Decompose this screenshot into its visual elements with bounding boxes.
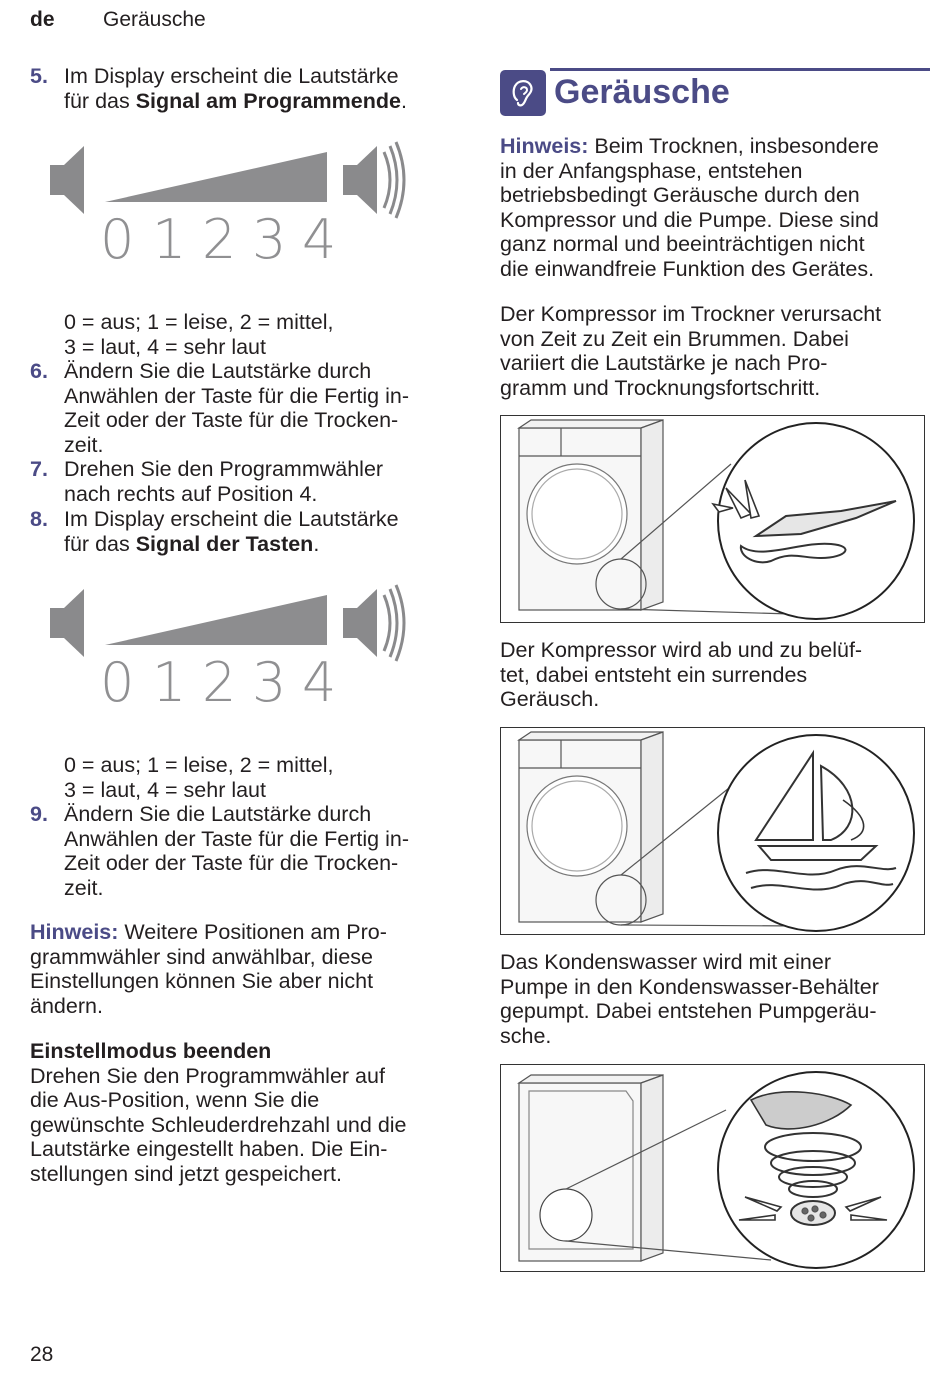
volume-digit: 2 bbox=[202, 208, 237, 270]
note-block bbox=[500, 134, 879, 281]
paragraph-line: Pumpe in den Kondenswasser-Behälter bbox=[500, 974, 879, 999]
step-text-line: zeit. bbox=[64, 432, 104, 457]
section-text: Drehen Sie den Programmwähler auf bbox=[30, 1063, 385, 1088]
paragraph bbox=[500, 638, 862, 712]
ear-icon bbox=[500, 70, 546, 116]
step-text-line: Zeit oder der Taste für die Trocken- bbox=[64, 851, 399, 875]
header-section: Geräusche bbox=[103, 8, 206, 31]
note-block bbox=[30, 920, 387, 1018]
note-text: in der Anfangsphase, entstehen bbox=[500, 158, 803, 183]
step-text-line: Im Display erscheint die Lautstärke bbox=[64, 64, 399, 88]
step-text-line: Ändern Sie die Lautstärke durch bbox=[64, 802, 372, 826]
volume-digit: 1 bbox=[152, 208, 187, 270]
compressor-ventilation-illustration bbox=[500, 727, 925, 935]
paragraph-line: tet, dabei entsteht ein surrendes bbox=[500, 662, 808, 687]
step-text-line: Ändern Sie die Lautstärke durch bbox=[64, 359, 372, 383]
paragraph-line: von Zeit zu Zeit ein Brummen. Dabei bbox=[500, 326, 849, 351]
paragraph-line: gramm und Trocknungsfortschritt. bbox=[500, 375, 821, 400]
section-heading: Einstellmodus beenden bbox=[30, 1039, 272, 1063]
note-text: betriebsbedingt Geräusche durch den bbox=[500, 183, 860, 207]
paragraph-line: Das Kondenswasser wird mit einer bbox=[500, 950, 831, 974]
volume-digit: 0 bbox=[100, 651, 135, 713]
step-bold-text: Signal am Programmende bbox=[135, 88, 401, 113]
paragraph-line: variiert die Lautstärke je nach Pro- bbox=[500, 351, 828, 375]
section-text: stellungen sind jetzt gespeichert. bbox=[30, 1161, 342, 1186]
note-text: die einwandfreie Funktion des Gerätes. bbox=[500, 256, 875, 281]
step-text-line: Im Display erscheint die Lautstärke bbox=[64, 507, 399, 531]
paragraph bbox=[500, 302, 881, 400]
step-suffix: . bbox=[400, 88, 407, 113]
header-lang: de bbox=[30, 8, 55, 31]
legend-line: 0 = aus; 1 = leise, 2 = mittel, bbox=[64, 310, 334, 334]
step-number: 7. bbox=[30, 457, 48, 481]
paragraph-line: Geräusch. bbox=[500, 687, 600, 711]
step-6 bbox=[30, 359, 460, 457]
volume-digit: 0 bbox=[100, 208, 135, 270]
step-bold-text: Signal der Tasten bbox=[135, 531, 314, 556]
paragraph-line: sche. bbox=[500, 1023, 552, 1048]
speaker-low-icon bbox=[50, 146, 84, 214]
step-text-line: nach rechts auf Position 4. bbox=[64, 481, 318, 506]
step-text-line: Anwählen der Taste für die Fertig in- bbox=[64, 383, 409, 408]
step-number: 6. bbox=[30, 359, 48, 383]
step-text-line: Anwählen der Taste für die Fertig in- bbox=[64, 826, 409, 851]
note-label: Hinweis: bbox=[30, 920, 119, 944]
step-9 bbox=[30, 802, 460, 900]
note-text: Einstellungen können Sie aber nicht bbox=[30, 969, 374, 993]
paragraph-line: gepumpt. Dabei entstehen Pumpgeräu- bbox=[500, 999, 877, 1023]
section-text: Lautstärke eingestellt haben. Die Ein- bbox=[30, 1137, 388, 1161]
step-text-line: Drehen Sie den Programmwähler bbox=[64, 457, 384, 481]
paragraph bbox=[500, 950, 879, 1048]
paragraph-line: Der Kompressor wird ab und zu belüf- bbox=[500, 638, 863, 662]
note-text: Beim Trocknen, insbesondere bbox=[588, 134, 879, 158]
note-text: Kompressor und die Pumpe. Diese sind bbox=[500, 207, 879, 232]
page-title: Geräusche bbox=[554, 73, 730, 111]
speaker-high-icon bbox=[343, 142, 404, 218]
volume-digit: 4 bbox=[302, 651, 337, 713]
compressor-hum-illustration bbox=[500, 415, 925, 623]
speaker-high-icon bbox=[343, 585, 404, 661]
volume-digit: 4 bbox=[302, 208, 337, 270]
volume-digit: 3 bbox=[252, 651, 287, 713]
pump-noise-illustration bbox=[500, 1064, 925, 1272]
page-number: 28 bbox=[30, 1343, 54, 1366]
step-text: für das bbox=[64, 531, 136, 556]
volume-scale-figure bbox=[40, 573, 450, 713]
volume-digit: 1 bbox=[152, 651, 187, 713]
page-header bbox=[30, 8, 206, 32]
legend-line: 0 = aus; 1 = leise, 2 = mittel, bbox=[64, 753, 334, 777]
step-8 bbox=[30, 507, 460, 556]
step-number: 8. bbox=[30, 507, 48, 531]
note-text: ändern. bbox=[30, 993, 103, 1018]
note-text: Weitere Positionen am Pro- bbox=[118, 920, 387, 944]
step-7 bbox=[30, 457, 460, 506]
note-label: Hinweis: bbox=[500, 134, 589, 158]
section-text: die Aus-Position, wenn Sie die bbox=[30, 1088, 320, 1112]
volume-digit: 3 bbox=[252, 208, 287, 270]
step-number: 5. bbox=[30, 64, 48, 88]
step-5 bbox=[30, 64, 460, 113]
legend-line: 3 = laut, 4 = sehr laut bbox=[64, 334, 266, 359]
volume-legend bbox=[64, 753, 334, 802]
section-text: gewünschte Schleuderdrehzahl und die bbox=[30, 1112, 407, 1137]
step-suffix: . bbox=[313, 531, 320, 556]
end-settings-section bbox=[30, 1039, 407, 1186]
legend-line: 3 = laut, 4 = sehr laut bbox=[64, 777, 266, 802]
title-rule bbox=[550, 68, 930, 71]
volume-legend bbox=[64, 310, 334, 359]
note-text: ganz normal und beeinträchtigen nicht bbox=[500, 232, 865, 256]
paragraph-line: Der Kompressor im Trockner verursacht bbox=[500, 302, 882, 326]
note-text: grammwähler sind anwählbar, diese bbox=[30, 944, 373, 969]
volume-digit: 2 bbox=[202, 651, 237, 713]
volume-scale-figure bbox=[40, 130, 450, 270]
step-text-line: zeit. bbox=[64, 875, 104, 900]
step-text-line: Zeit oder der Taste für die Trocken- bbox=[64, 408, 399, 432]
step-text: für das bbox=[64, 88, 136, 113]
speaker-low-icon bbox=[50, 589, 84, 657]
step-number: 9. bbox=[30, 802, 48, 826]
